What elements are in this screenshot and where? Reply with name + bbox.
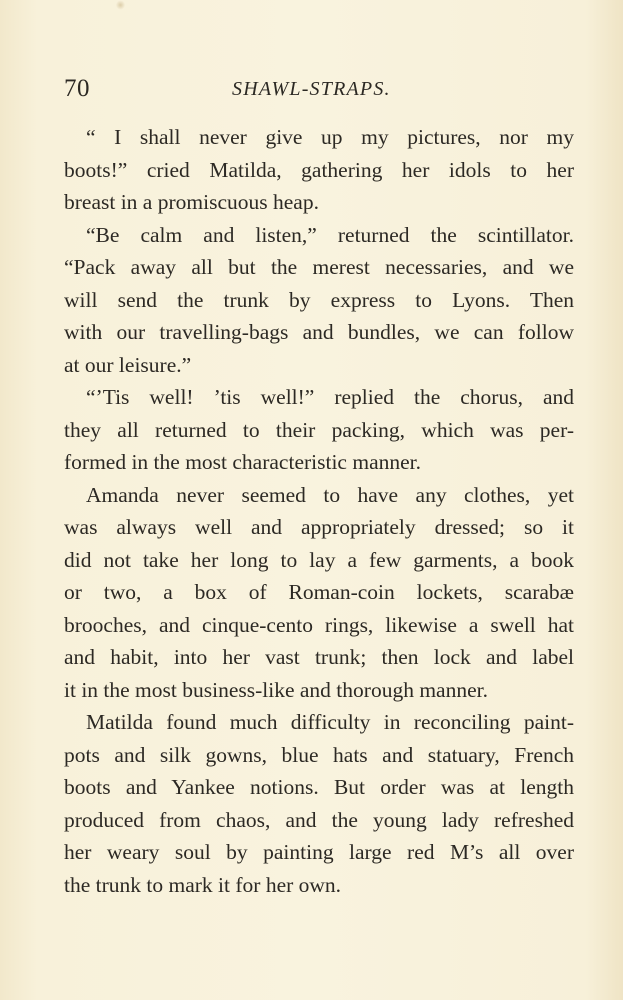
text-line: breast in a promiscuous heap. xyxy=(64,190,319,214)
text-line: with our travelling-bags and bundles, we can follow xyxy=(64,320,574,344)
text-line: pots and silk gowns, blue hats and statuary, French xyxy=(64,742,574,767)
text-line: brooches, and cinque-cento rings, likewise a swell hat xyxy=(64,612,574,637)
text-line: “Be calm and listen,” returned the scintillator. xyxy=(86,222,574,247)
text-line: “Pack away all but the merest necessaries, and we xyxy=(64,255,574,279)
paper-spot xyxy=(116,0,125,10)
page-header xyxy=(64,74,574,104)
text-line: the trunk to mark it for her own. xyxy=(64,872,342,897)
text-line: boots and Yankee notions. But order was at length xyxy=(64,775,574,799)
running-title: SHAWL-STRAPS. xyxy=(232,78,391,100)
text-line: they all returned to their packing, which was per- xyxy=(64,417,574,442)
page-number: 70 xyxy=(64,75,90,102)
text-line: Matilda found much difficulty in reconciling paint- xyxy=(86,710,574,734)
text-line: formed in the most characteristic manner. xyxy=(64,450,422,474)
text-line: boots!” cried Matilda, gathering her idols to her xyxy=(64,157,574,182)
text-line: will send the trunk by express to Lyons. Then xyxy=(64,287,574,312)
text-line: it in the most business-like and thorough manner. xyxy=(64,677,488,702)
text-line: “ I shall never give up my pictures, nor my xyxy=(86,125,574,149)
text-line: and habit, into her vast trunk; then lock and label xyxy=(64,645,574,669)
text-line: her weary soul by painting large red M’s all over xyxy=(64,840,574,864)
text-line: “’Tis well! ’tis well!” replied the chorus, and xyxy=(86,385,574,409)
text-line: at our leisure.” xyxy=(64,352,192,377)
text-line: did not take her long to lay a few garments, a book xyxy=(64,547,574,572)
body-text xyxy=(64,121,574,901)
text-line: was always well and appropriately dressed; so it xyxy=(64,515,574,539)
text-line: or two, a box of Roman-coin lockets, scarabæ xyxy=(64,580,574,604)
text-line: Amanda never seemed to have any clothes, yet xyxy=(86,482,574,507)
text-line: produced from chaos, and the young lady refreshed xyxy=(64,807,574,832)
